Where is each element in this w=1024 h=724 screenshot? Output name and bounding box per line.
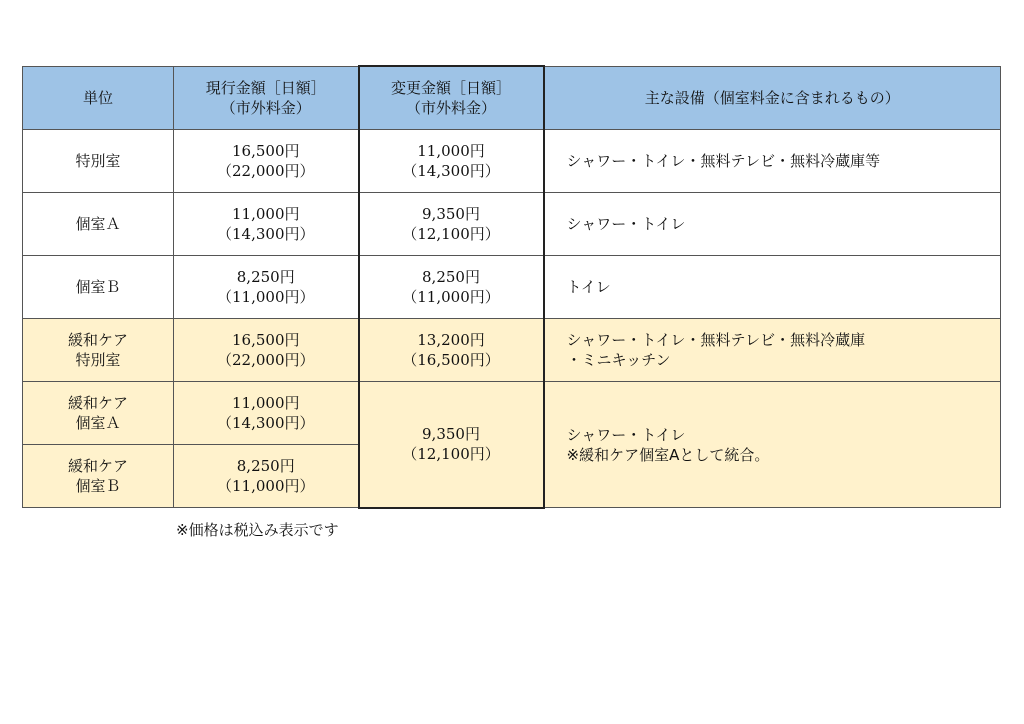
table-row: [23, 319, 1001, 382]
header-current-amount: 現行金額［日額］ （市外料金）: [174, 66, 359, 130]
facilities: シャワー・トイレ: [544, 193, 1001, 256]
header-changed-amount: 変更金額［日額］ （市外料金）: [359, 66, 544, 130]
changed-amount-merged: 9,350円 （12,100円）: [359, 382, 544, 508]
room-name: 緩和ケア 個室Ｂ: [23, 445, 174, 508]
room-name: 緩和ケア 個室Ａ: [23, 382, 174, 445]
changed-amount: 11,000円 （14,300円）: [359, 130, 544, 193]
changed-amount: 13,200円 （16,500円）: [359, 319, 544, 382]
changed-amount: 9,350円 （12,100円）: [359, 193, 544, 256]
changed-amount: 8,250円 （11,000円）: [359, 256, 544, 319]
table-row: [23, 382, 1001, 445]
header-unit: 単位: [23, 66, 174, 130]
room-name: 特別室: [23, 130, 174, 193]
room-rate-table: [22, 65, 1001, 509]
facilities: シャワー・トイレ・無料テレビ・無料冷蔵庫 ・ミニキッチン: [544, 319, 1001, 382]
table-header-row: [23, 66, 1001, 130]
current-amount: 11,000円 （14,300円）: [174, 193, 359, 256]
facilities: シャワー・トイレ・無料テレビ・無料冷蔵庫等: [544, 130, 1001, 193]
current-amount: 8,250円 （11,000円）: [174, 256, 359, 319]
current-amount: 8,250円 （11,000円）: [174, 445, 359, 508]
table-row: [23, 256, 1001, 319]
tax-note: ※価格は税込み表示です: [176, 521, 339, 539]
current-amount: 16,500円 （22,000円）: [174, 319, 359, 382]
facilities-merged: シャワー・トイレ ※緩和ケア個室Aとして統合。: [544, 382, 1001, 508]
room-name: 個室Ａ: [23, 193, 174, 256]
facilities: トイレ: [544, 256, 1001, 319]
room-name: 緩和ケア 特別室: [23, 319, 174, 382]
room-name: 個室Ｂ: [23, 256, 174, 319]
table-row: [23, 193, 1001, 256]
current-amount: 11,000円 （14,300円）: [174, 382, 359, 445]
header-facilities: 主な設備（個室料金に含まれるもの）: [544, 66, 1001, 130]
table-row: [23, 130, 1001, 193]
current-amount: 16,500円 （22,000円）: [174, 130, 359, 193]
